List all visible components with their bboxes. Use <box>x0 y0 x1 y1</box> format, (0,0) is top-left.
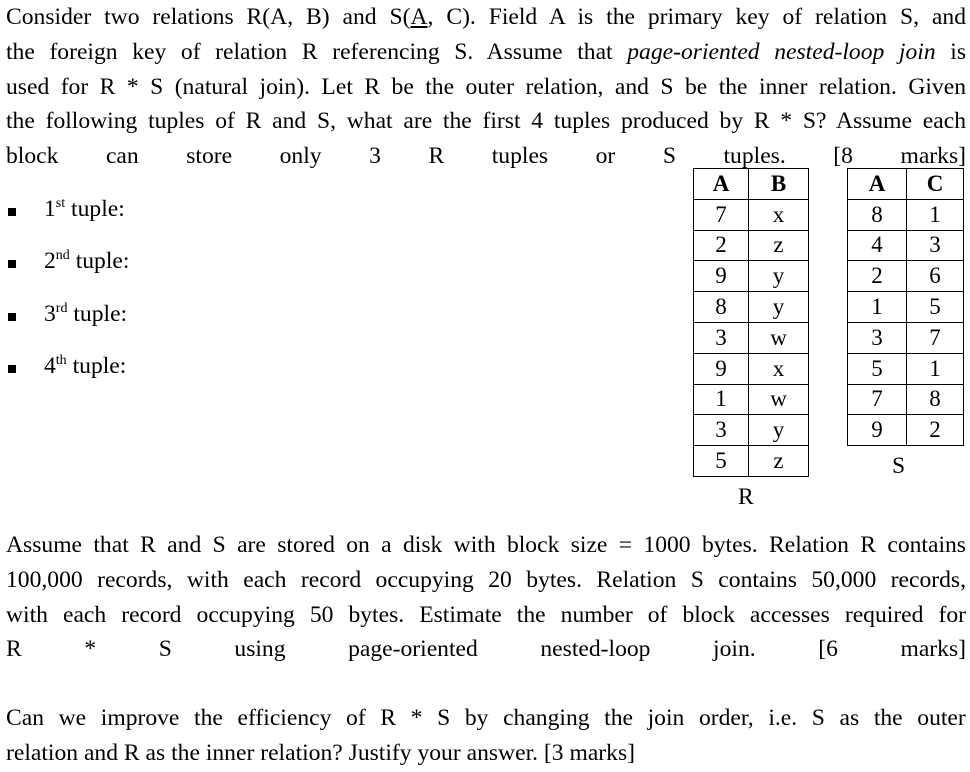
question-3-line-1 <box>6 701 966 736</box>
r-header-a: A <box>694 169 749 200</box>
bullet-square-icon <box>8 313 16 321</box>
word: the <box>194 705 223 731</box>
table-row <box>694 446 809 477</box>
word: efficiency <box>237 705 332 731</box>
table-cell: 8 <box>907 384 964 415</box>
table-cell: y <box>749 415 809 446</box>
word: we <box>58 705 87 731</box>
table-cell: x <box>749 353 809 384</box>
intro-line-5: block can store only 3 R tuples or S tuples. [8 marks] <box>6 143 966 170</box>
table-row <box>694 230 809 261</box>
table-row <box>694 322 809 353</box>
r-header-b: B <box>749 169 809 200</box>
question-3-line-2: relation and R as the inner relation? Justify your answer. [3 marks] <box>6 739 635 766</box>
table-cell: 7 <box>848 384 907 415</box>
word: S <box>811 705 825 731</box>
table-cell: 3 <box>848 322 907 353</box>
bullet-square-icon <box>8 365 16 373</box>
table-row <box>848 199 964 230</box>
table-cell: 1 <box>694 384 749 415</box>
s-header-a: A <box>848 169 907 200</box>
table-cell: 3 <box>907 230 964 261</box>
word: of <box>346 705 366 731</box>
table-cell: 5 <box>694 446 749 477</box>
table-cell: 1 <box>848 292 907 323</box>
table-cell: 2 <box>848 261 907 292</box>
bullet-square-icon <box>8 260 16 268</box>
word: the <box>604 705 633 731</box>
table-cell: 5 <box>848 353 907 384</box>
question-2-line-3: with each record occupying 50 bytes. Estimate the number of block accesses required for <box>6 601 966 628</box>
bullet-square-icon <box>8 208 16 216</box>
table-cell: 9 <box>848 415 907 446</box>
intro-line-3: used for R * S (natural join). Let R be the outer relation, and S be the inner relation. Given <box>6 73 966 100</box>
table-cell: 4 <box>848 230 907 261</box>
table-row <box>694 292 809 323</box>
table-row <box>848 292 964 323</box>
word: join <box>647 705 685 731</box>
question-2-line-4: R * S using page-oriented nested-loop join. [6 marks] <box>6 636 966 663</box>
table-cell: 9 <box>694 261 749 292</box>
table-cell: 5 <box>907 292 964 323</box>
table-cell: 2 <box>907 415 964 446</box>
word: the <box>873 705 903 731</box>
table-row <box>694 353 809 384</box>
table-row <box>848 353 964 384</box>
table-cell: y <box>749 261 809 292</box>
relation-r-caption: R <box>738 484 754 510</box>
table-cell: 1 <box>907 199 964 230</box>
table-cell: 2 <box>694 230 749 261</box>
table-cell: 1 <box>907 353 964 384</box>
s-header-c: C <box>907 169 964 200</box>
table-cell: y <box>749 292 809 323</box>
table-row <box>694 261 809 292</box>
word: Can <box>6 705 45 731</box>
table-row <box>848 261 964 292</box>
word: * <box>410 705 423 731</box>
table-cell: z <box>749 230 809 261</box>
table-cell: 9 <box>694 353 749 384</box>
word: changing <box>503 705 590 731</box>
table-cell: 8 <box>848 199 907 230</box>
word: S <box>437 705 451 731</box>
table-row <box>848 384 964 415</box>
table-row <box>848 230 964 261</box>
word: R <box>380 705 397 731</box>
intro-paragraph <box>6 0 966 174</box>
table-cell: w <box>749 322 809 353</box>
relation-r-table <box>693 168 809 477</box>
table-row <box>694 384 809 415</box>
table-cell: 7 <box>694 199 749 230</box>
table-cell: 3 <box>694 322 749 353</box>
table-cell: w <box>749 384 809 415</box>
table-cell: 7 <box>907 322 964 353</box>
intro-line-4: the following tuples of R and S, what are the first 4 tuples produced by R * S? Assume each <box>6 108 966 135</box>
relation-s-table <box>847 168 964 446</box>
intro-line-2: the foreign key of relation R referencing S. Assume that page-oriented nested-loop join is <box>6 38 967 65</box>
table-row <box>848 322 964 353</box>
question-2-line-1: Assume that R and S are stored on a disk with block size = 1000 bytes. Relation R contains <box>6 532 966 558</box>
table-row <box>694 415 809 446</box>
word: i.e. <box>768 705 798 731</box>
word: as <box>839 705 860 731</box>
table-row <box>694 199 809 230</box>
table-cell: 8 <box>694 292 749 323</box>
word: by <box>464 705 489 731</box>
table-cell: x <box>749 199 809 230</box>
table-cell: 6 <box>907 261 964 292</box>
word: order, <box>698 705 754 731</box>
relation-s-caption: S <box>892 453 906 479</box>
question-2-line-2: 100,000 records, with each record occupying 20 bytes. Relation S contains 50,000 records, <box>6 566 966 593</box>
table-cell: z <box>749 446 809 477</box>
question-2-paragraph <box>6 528 966 667</box>
table-row <box>848 415 964 446</box>
question-3-paragraph <box>6 701 966 771</box>
word: outer <box>917 705 966 731</box>
intro-line-1: Consider two relations R(A, B) and S(A, C). Field A is the primary key of relation S, and <box>6 4 966 30</box>
table-cell: 3 <box>694 415 749 446</box>
word: improve <box>100 705 180 731</box>
